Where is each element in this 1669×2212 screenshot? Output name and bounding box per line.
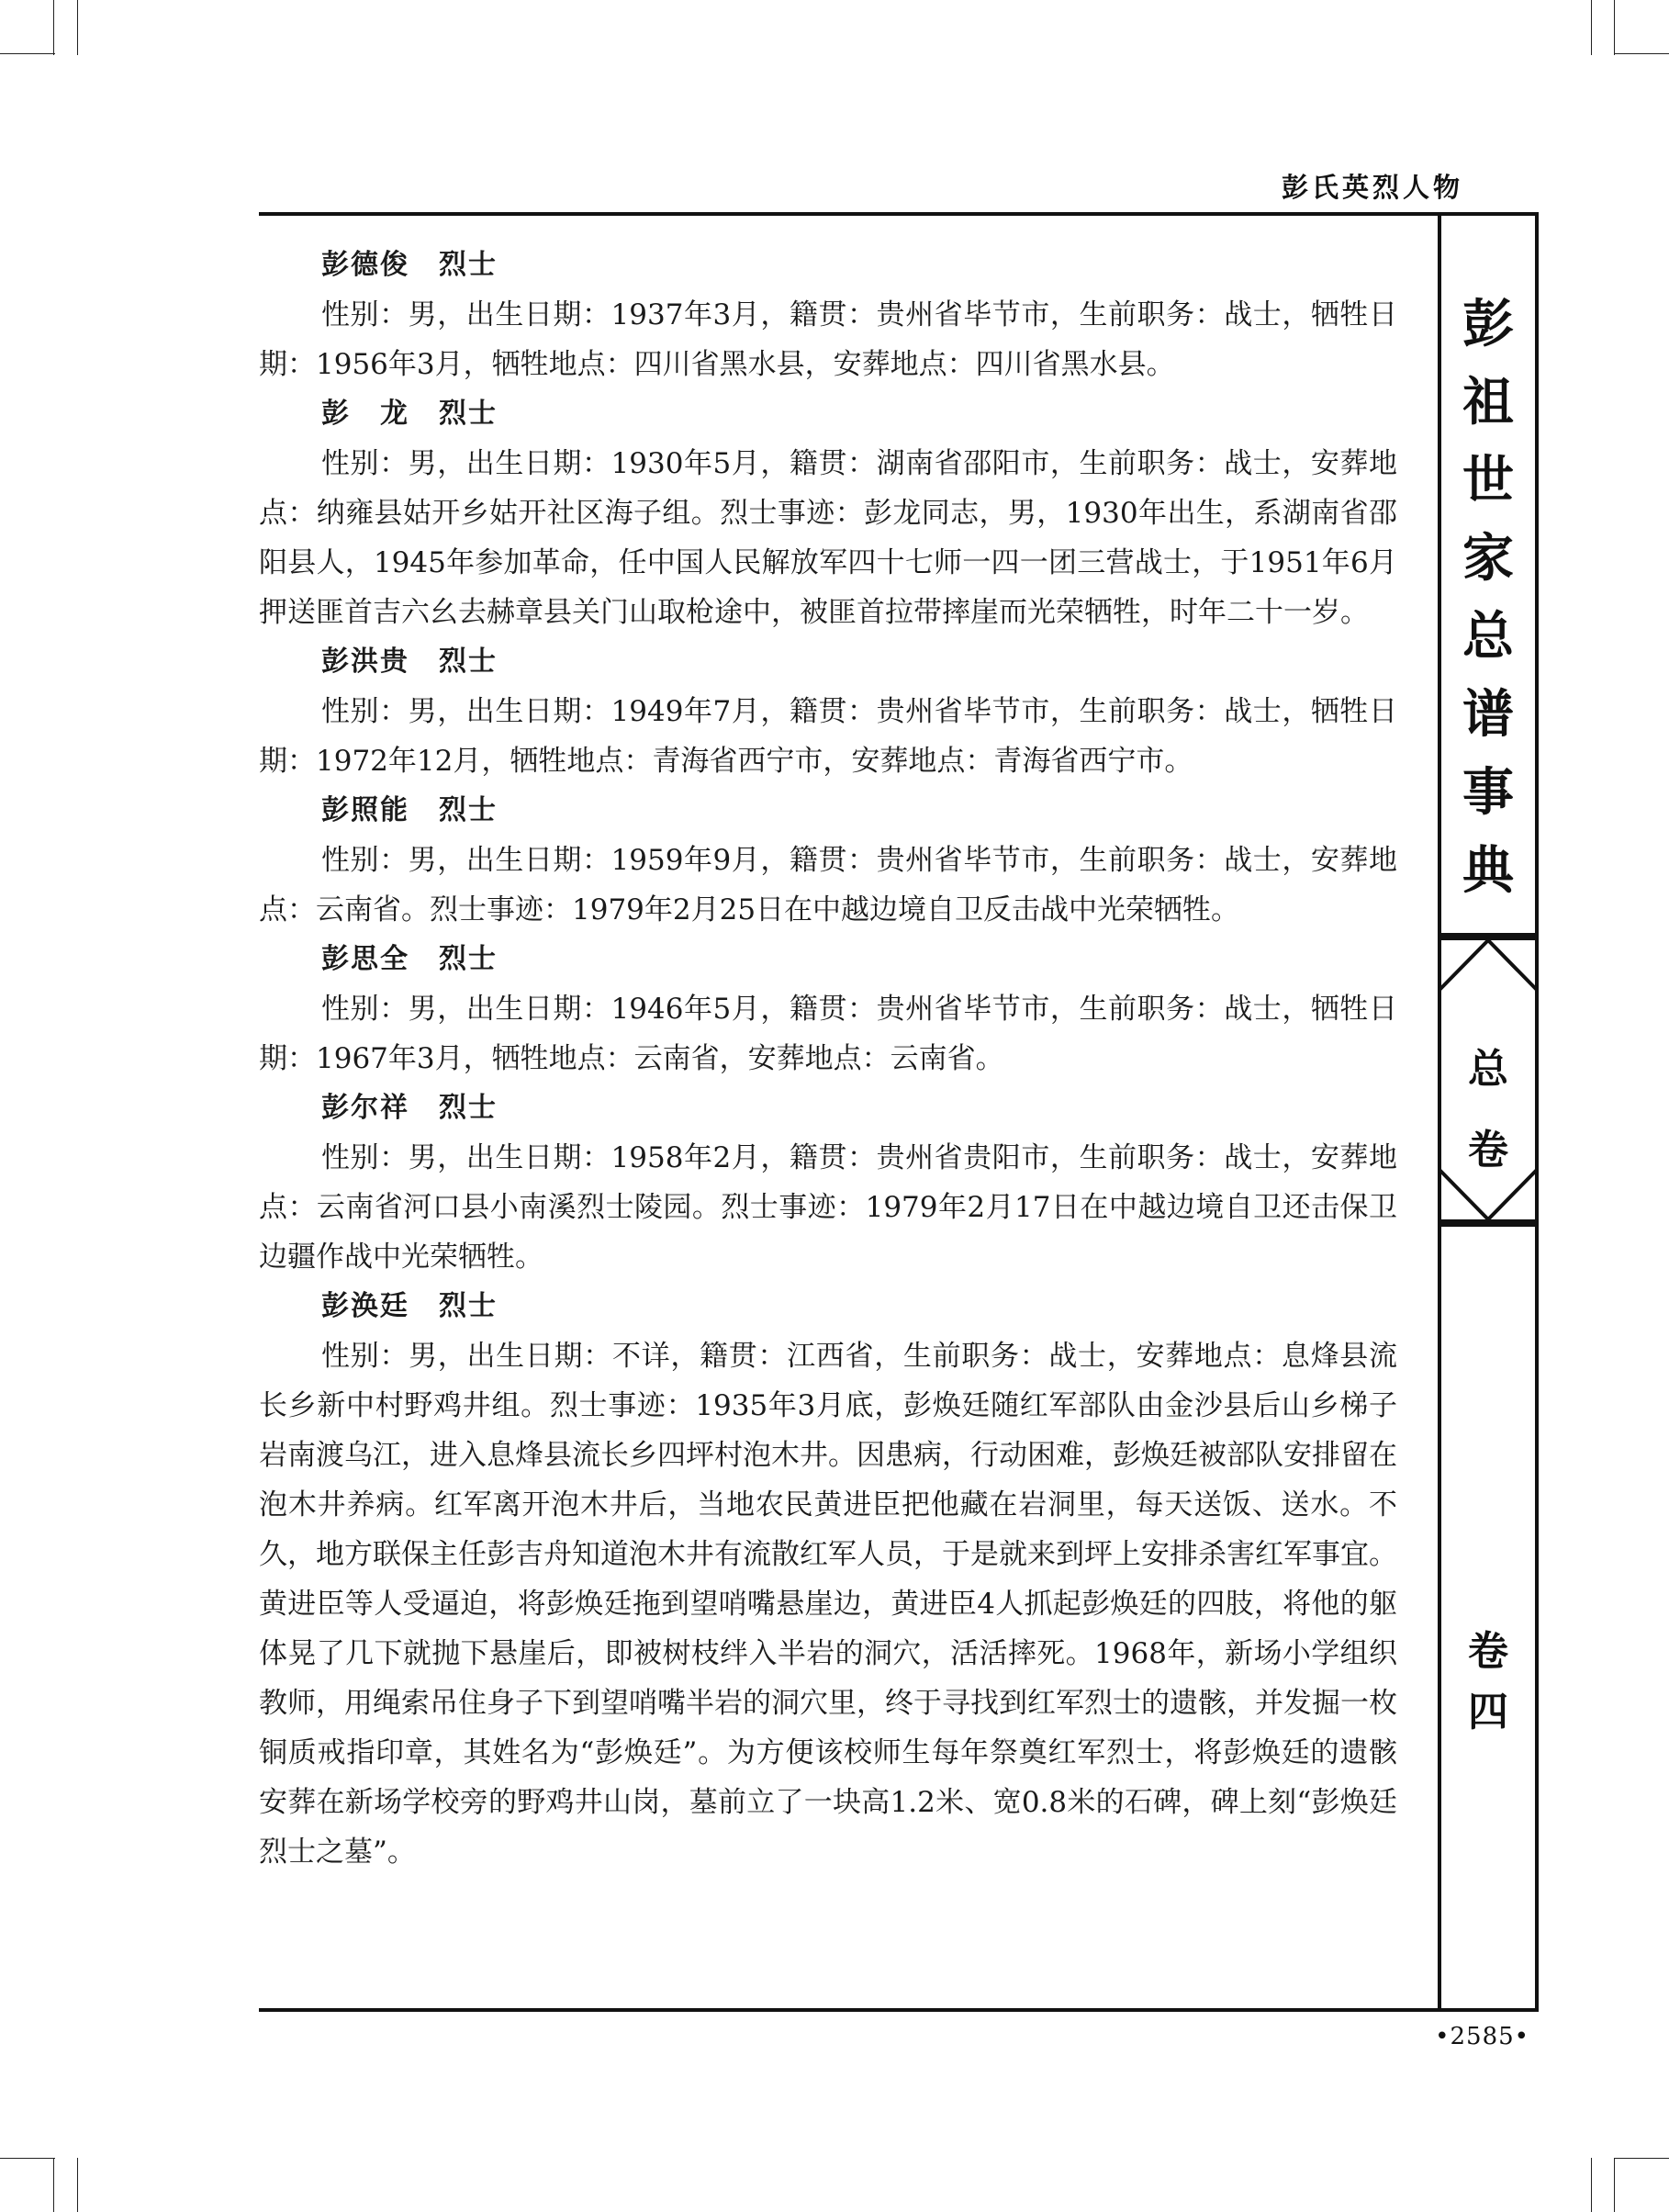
book-title-char: 总 xyxy=(1462,607,1514,667)
entry-body: 性别：男，出生日期：1958年2月，籍贯：贵州省贵阳市，生前职务：战士，安葬地点：云南省河口县小南溪烈士陵园。烈士事迹：1979年2月17日在中越边境自卫还击保卫边疆作战中光荣牺牲。 xyxy=(259,1141,1397,1274)
volume-number-char: 四 xyxy=(1468,1689,1508,1735)
crop-mark xyxy=(1614,2158,1669,2159)
entry-body: 性别：男，出生日期：1937年3月，籍贯：贵州省毕节市，生前职务：战士，牺牲日期：1956年3月，牺牲地点：四川省黑水县，安葬地点：四川省黑水县。 xyxy=(259,298,1397,381)
entry-name: 彭涣廷 烈士 xyxy=(321,1290,498,1322)
book-title-char: 世 xyxy=(1462,451,1514,511)
crop-mark xyxy=(77,2158,78,2212)
crop-mark xyxy=(0,53,55,54)
entry-body: 性别：男，出生日期：1949年7月，籍贯：贵州省毕节市，生前职务：战士，牺牲日期：1972年12月，牺牲地点：青海省西宁市，安葬地点：青海省西宁市。 xyxy=(259,695,1397,778)
entry-body: 性别：男，出生日期：1946年5月，籍贯：贵州省毕节市，生前职务：战士，牺牲日期：1967年3月，牺牲地点：云南省，安葬地点：云南省。 xyxy=(259,993,1397,1075)
crop-mark xyxy=(53,2158,54,2212)
entry-body: 性别：男，出生日期：1959年9月，籍贯：贵州省毕节市，生前职务：战士，安葬地点：云南省。烈士事迹：1979年2月25日在中越边境自卫反击战中光荣牺牲。 xyxy=(259,844,1397,926)
book-title-char: 祖 xyxy=(1462,373,1514,432)
entry-name: 彭洪贵 烈士 xyxy=(321,646,498,678)
crop-mark xyxy=(1614,2158,1615,2212)
volume-ornament xyxy=(1438,933,1539,1227)
entry-body: 性别：男，出生日期：不详，籍贯：江西省，生前职务：战士，安葬地点：息烽县流长乡新中村野鸡井组。烈士事迹：1935年3月底，彭焕廷随红军部队由金沙县后山乡梯子岩南渡乌江，进入息烽县流长乡四坪村泡木井。因患病，行动困难，彭焕廷被部队安排留在泡木井养病。红军离开泡木井后，当地农民黄进臣把他藏在岩洞里，每天送饭、送水。不久，地方联保主任彭吉舟知道泡木井有流散红军人员，于是就来到坪上安排杀害红军事宜。黄进臣等人受逼迫，将彭焕廷拖到望哨嘴悬崖边，黄进臣4人抓起彭焕廷的四肢，将他的躯体晃了几下就抛下悬崖后，即被树枝绊入半岩的洞穴，活活摔死。1968年，新场小学组织教师，用绳索吊住身子下到望哨嘴半岩的洞穴里，终于寻找到红军烈士的遗骸，并发掘一枚铜质戒指印章，其姓名为“彭焕廷”。为方便该校师生每年祭奠红军烈士，将彭焕廷的遗骸安葬在新场学校旁的野鸡井山岗，墓前立了一块高1.2米、宽0.8米的石碑，碑上刻“彭焕廷烈士之墓”。 xyxy=(259,1340,1397,1869)
side-band xyxy=(1438,212,1539,2012)
book-title-char: 典 xyxy=(1462,841,1514,901)
crop-mark xyxy=(53,0,54,55)
entry-name: 彭思全 烈士 xyxy=(321,943,498,975)
crop-mark xyxy=(1614,0,1615,55)
entry-name: 彭 龙 烈士 xyxy=(321,398,498,430)
crop-mark xyxy=(1614,53,1669,54)
entry-name: 彭尔祥 烈士 xyxy=(321,1092,498,1124)
crop-mark xyxy=(0,2158,55,2159)
entry-body: 性别：男，出生日期：1930年5月，籍贯：湖南省邵阳市，生前职务：战士，安葬地点：纳雍县姑开乡姑开社区海子组。烈士事迹：彭龙同志，男，1930年出生，系湖南省邵阳县人，1945年参加革命，任中国人民解放军四十七师一四一团三营战士，于1951年6月押送匪首吉六幺去赫章县关门山取枪途中，被匪首拉带摔崖而光荣牺牲，时年二十一岁。 xyxy=(259,447,1397,629)
page-number: •2585• xyxy=(1435,2023,1529,2050)
main-content xyxy=(259,241,1397,1877)
volume-number-char: 卷 xyxy=(1468,1628,1508,1675)
volume-char: 总 xyxy=(1468,1046,1508,1093)
volume-label xyxy=(1438,1029,1539,1191)
volume-number xyxy=(1438,1622,1539,1743)
crop-mark xyxy=(1591,0,1592,55)
entry-name: 彭德俊 烈士 xyxy=(321,249,498,281)
book-title-char: 家 xyxy=(1462,529,1514,589)
running-header: 彭氏英烈人物 xyxy=(1281,172,1463,203)
book-title xyxy=(1438,286,1539,910)
crop-mark xyxy=(1591,2158,1592,2212)
book-title-char: 谱 xyxy=(1462,685,1514,745)
crop-mark xyxy=(77,0,78,55)
book-title-char: 彭 xyxy=(1462,295,1514,354)
top-rule xyxy=(259,212,1539,216)
bottom-rule xyxy=(259,2008,1539,2012)
entry-name: 彭照能 烈士 xyxy=(321,794,498,826)
volume-char: 卷 xyxy=(1468,1127,1508,1173)
book-title-char: 事 xyxy=(1462,763,1514,823)
